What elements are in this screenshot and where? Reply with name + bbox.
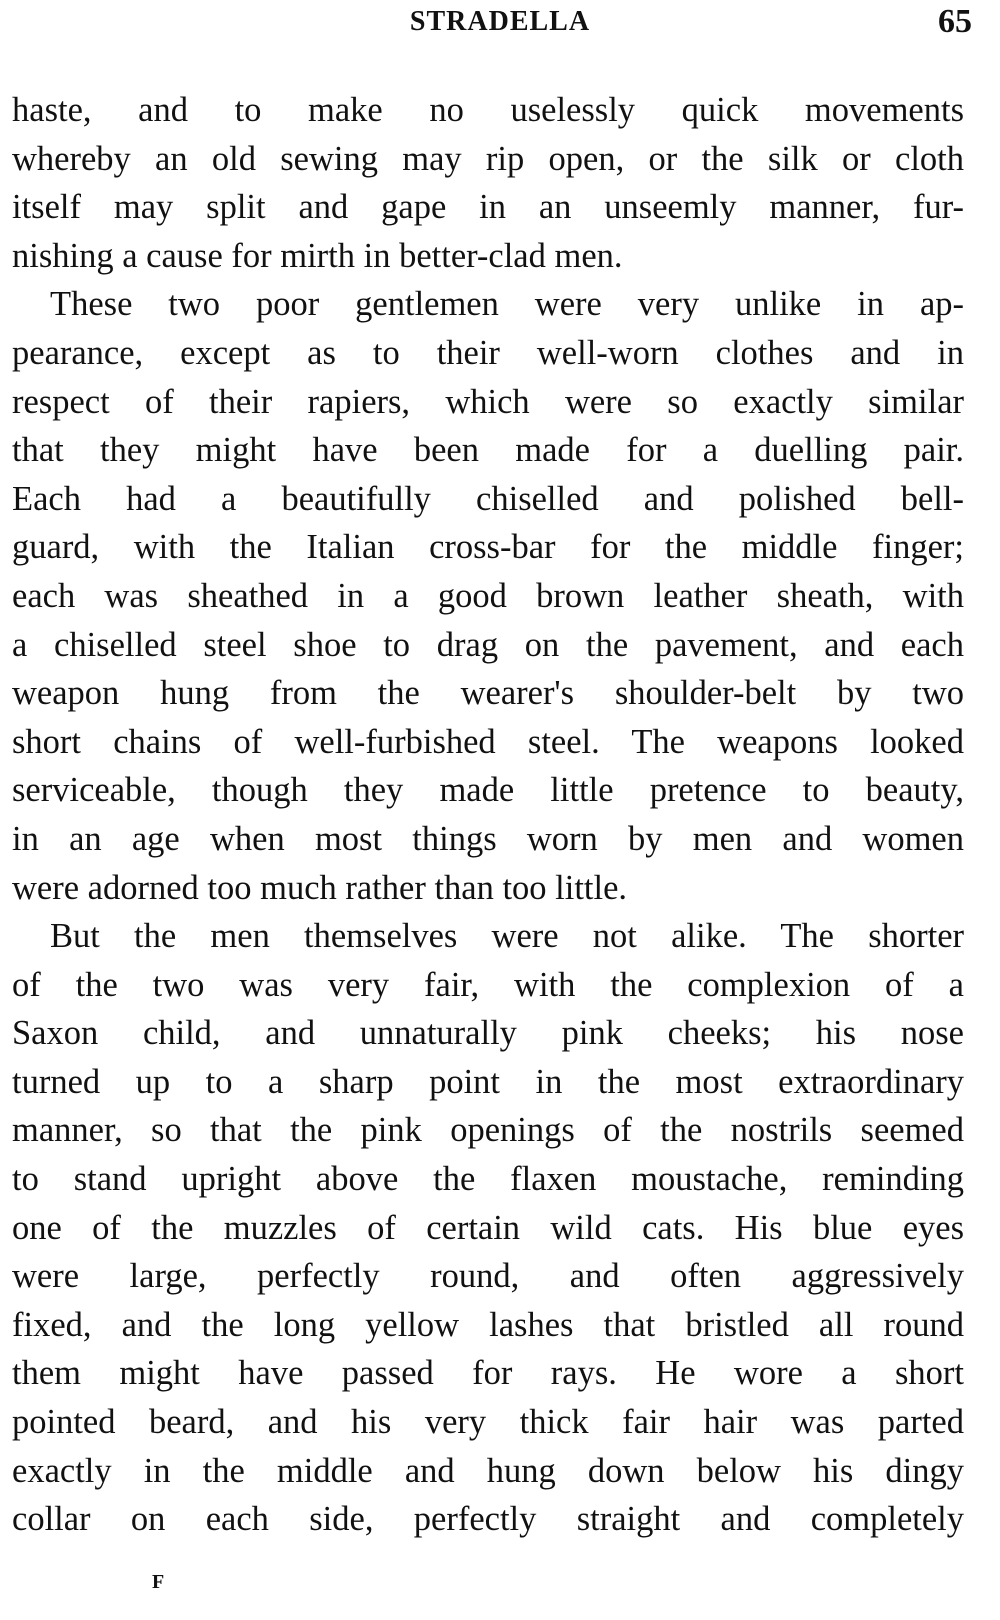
text-line: collar on each side, perfectly straight and completely: [12, 1500, 964, 1539]
text-line: to stand upright above the flaxen moustache, reminding: [12, 1160, 964, 1199]
text-line: of the two was very fair, with the complexion of a: [12, 965, 964, 1004]
paragraph: [12, 280, 964, 912]
text-line: But the men themselves were not alike. The shorter: [50, 917, 964, 956]
text-line: them might have passed for rays. He wore a short: [12, 1354, 964, 1393]
text-line: haste, and to make no uselessly quick movements: [12, 91, 964, 129]
text-line: These two poor gentlemen were very unlike in ap-: [50, 285, 964, 324]
text-line: nishing a cause for mirth in better-clad men.: [12, 236, 623, 275]
text-line: whereby an old sewing may rip open, or the silk or cloth: [12, 139, 964, 178]
text-line: were adorned too much rather than too little.: [12, 868, 628, 907]
text-line: guard, with the Italian cross-bar for the middle finger;: [12, 528, 964, 567]
text-line: pointed beard, and his very thick fair hair was parted: [12, 1403, 964, 1442]
text-line: manner, so that the pink openings of the nostrils seemed: [12, 1111, 964, 1150]
text-line: a chiselled steel shoe to drag on the pavement, and each: [12, 625, 964, 664]
text-line: turned up to a sharp point in the most extraordinary: [12, 1062, 964, 1101]
text-line: in an age when most things worn by men and women: [12, 819, 964, 858]
text-line: itself may split and gape in an unseemly manner, fur-: [12, 188, 964, 227]
text-line: exactly in the middle and hung down below his dingy: [12, 1451, 964, 1490]
text-line: serviceable, though they made little pretence to beauty,: [12, 771, 964, 810]
paragraph: [12, 86, 964, 280]
text-line: fixed, and the long yellow lashes that bristled all round: [12, 1305, 964, 1344]
text-line: pearance, except as to their well-worn clothes and in: [12, 333, 964, 372]
running-head: [0, 0, 1000, 48]
text-line: one of the muzzles of certain wild cats. His blue eyes: [12, 1208, 964, 1247]
signature-mark: F: [152, 1571, 165, 1593]
text-line: were large, perfectly round, and often aggressively: [12, 1257, 964, 1296]
body-text: [12, 86, 964, 1544]
page-number: 65: [938, 3, 972, 40]
text-line: short chains of well-furbished steel. The weapons looked: [12, 722, 964, 761]
text-line: Each had a beautifully chiselled and polished bell-: [12, 479, 964, 518]
text-line: that they might have been made for a duelling pair.: [12, 431, 964, 470]
text-line: each was sheathed in a good brown leather sheath, with: [12, 576, 964, 615]
text-line: Saxon child, and unnaturally pink cheeks; his nose: [12, 1014, 964, 1053]
text-line: weapon hung from the wearer's shoulder-belt by two: [12, 674, 964, 713]
paragraph: [12, 912, 964, 1544]
text-line: respect of their rapiers, which were so exactly similar: [12, 382, 964, 421]
running-title: STRADELLA: [409, 6, 591, 37]
